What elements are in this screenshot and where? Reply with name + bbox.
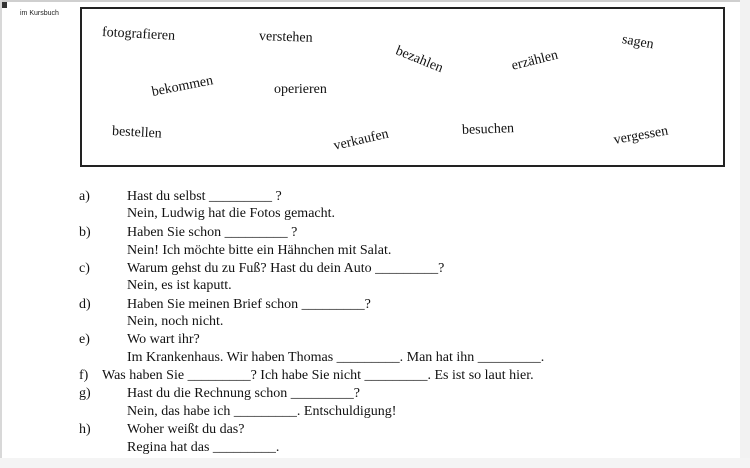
- exercise-label-a: a): [79, 189, 90, 204]
- kursbuch-note: im Kursbuch: [20, 10, 59, 17]
- word-verstehen: verstehen: [258, 29, 313, 46]
- word-bekommen: bekommen: [150, 73, 215, 100]
- exercise-e-question: Wo wart ihr?: [127, 332, 200, 347]
- exercise-c-question: Warum gehst du zu Fuß? Hast du dein Auto _________?: [127, 261, 445, 276]
- word-erzaehlen: erzählen: [510, 47, 560, 74]
- exercise-f-question: Was haben Sie _________? Ich habe Sie nicht _________. Es ist so laut hier.: [102, 368, 534, 383]
- exercise-c-answer: Nein, es ist kaputt.: [127, 278, 232, 293]
- exercise-label-d: d): [79, 297, 91, 312]
- exercise-a-answer: Nein, Ludwig hat die Fotos gemacht.: [127, 206, 336, 221]
- word-vergessen: vergessen: [612, 123, 670, 148]
- exercise-h-question: Woher weißt du das?: [127, 422, 245, 437]
- exercise-label-b: b): [79, 225, 91, 240]
- exercise-b-answer: Nein! Ich möchte bitte ein Hähnchen mit Salat.: [127, 243, 392, 258]
- frame-left: [0, 0, 2, 468]
- exercise-label-c: c): [79, 261, 90, 276]
- word-operieren: operieren: [274, 82, 327, 97]
- corner-mark: [2, 2, 7, 8]
- word-bestellen: bestellen: [111, 124, 163, 142]
- word-bezahlen: bezahlen: [393, 43, 446, 77]
- frame-right: [740, 0, 750, 468]
- exercise-label-e: e): [79, 332, 90, 347]
- word-box: [80, 7, 725, 167]
- word-verkaufen: verkaufen: [332, 126, 391, 154]
- exercise-d-question: Haben Sie meinen Brief schon _________?: [127, 297, 371, 312]
- exercise-label-h: h): [79, 422, 91, 437]
- exercise-label-f: f): [79, 368, 89, 383]
- exercise-g-answer: Nein, das habe ich _________. Entschuldigung!: [127, 404, 397, 419]
- frame-bottom: [0, 458, 750, 468]
- exercise-label-g: g): [79, 386, 91, 401]
- word-fotografieren: fotografieren: [101, 25, 176, 44]
- word-sagen: sagen: [620, 32, 655, 53]
- exercise-g-question: Hast du die Rechnung schon _________?: [127, 386, 360, 401]
- exercise-h-answer: Regina hat das _________.: [127, 440, 280, 455]
- exercise-a-question: Hast du selbst _________ ?: [127, 189, 282, 204]
- exercise-e-answer: Im Krankenhaus. Wir haben Thomas _________. Man hat ihn _________.: [127, 350, 545, 365]
- exercise-b-question: Haben Sie schon _________ ?: [127, 225, 298, 240]
- frame-top: [0, 0, 750, 2]
- exercise-d-answer: Nein, noch nicht.: [127, 314, 224, 329]
- word-besuchen: besuchen: [461, 121, 515, 138]
